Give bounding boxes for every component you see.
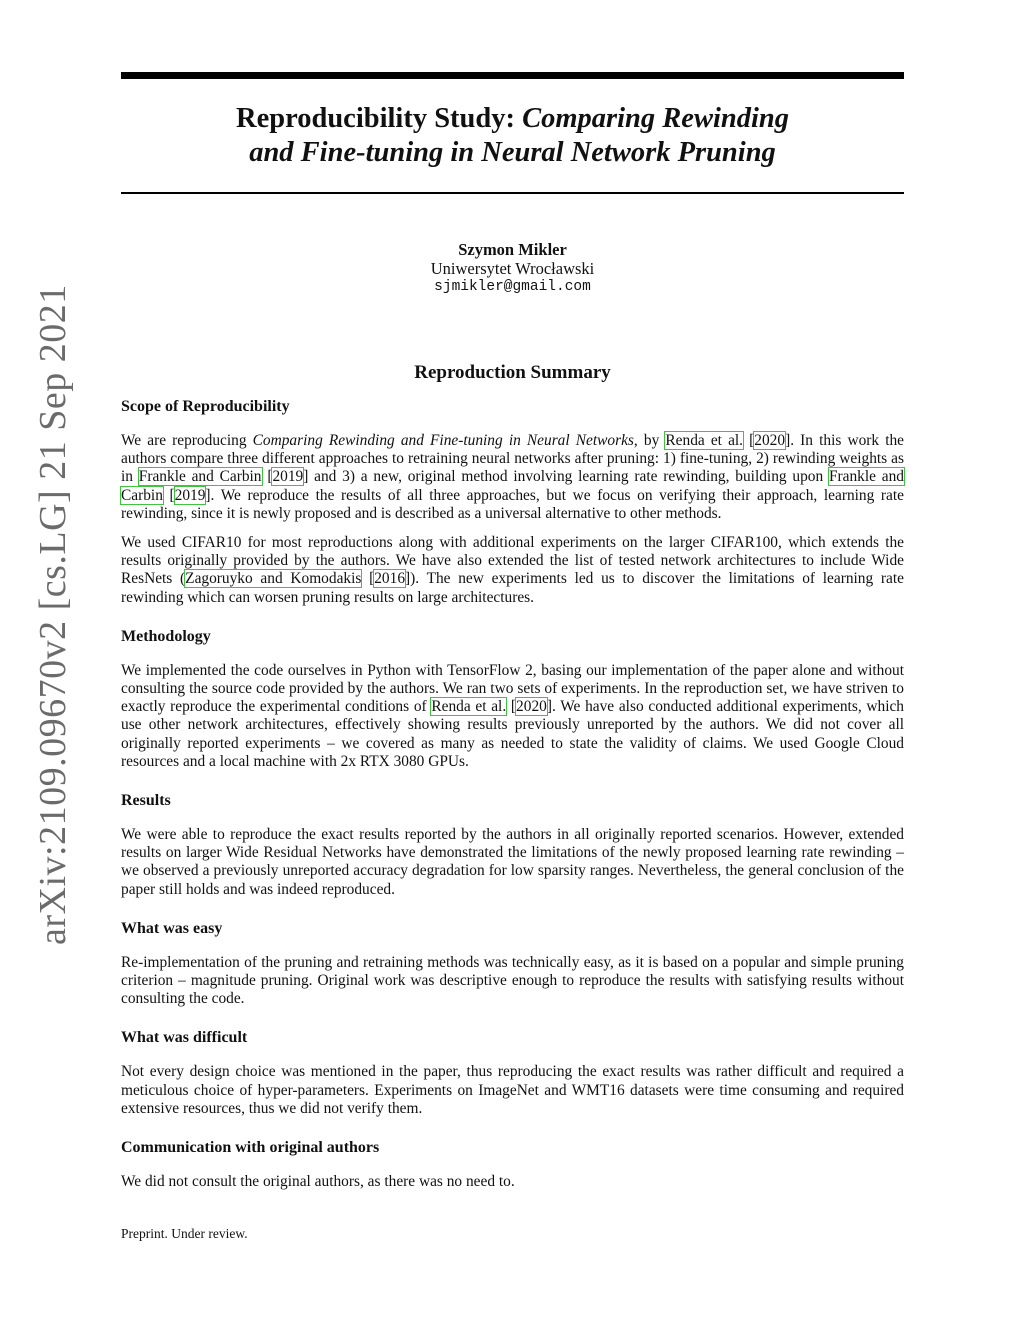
- text-run: [: [361, 570, 375, 588]
- citation-year-link[interactable]: 2016: [374, 570, 406, 588]
- footer-note: Preprint. Under review.: [121, 1226, 248, 1241]
- section-heading: What was difficult: [121, 1029, 248, 1047]
- title-rule: [121, 192, 904, 194]
- section-results: [121, 792, 904, 899]
- section-heading: Scope of Reproducibility: [121, 398, 290, 415]
- author-block: [121, 240, 904, 297]
- section-heading: What was easy: [121, 919, 223, 937]
- title-italic-line2: and Fine-tuning in Neural Network Pruning: [249, 137, 776, 168]
- author-name: Szymon Mikler: [458, 240, 567, 259]
- paragraph: We did not consult the original authors, as there was no need to.: [121, 1173, 515, 1191]
- paragraph: Not every design choice was mentioned in the paper, thus reproducing the exact results was rather difficult and required a meticulous choice of hyper-parameters. Experiments on ImageNet and WMT16 datasets were time consuming and required extensive resources, thus we did not verify them.: [121, 1063, 904, 1117]
- citation-year-link[interactable]: 2019: [272, 468, 304, 486]
- title-prefix: Reproducibility Study:: [236, 103, 523, 134]
- text-run: [: [162, 486, 175, 504]
- text-run: ]. We reproduce the results of all three approaches, but we focus on verifying their approach, learning rate rewinding, since it is newly proposed and is described as a universal alternative to other methods.: [121, 486, 904, 522]
- citation-year-link[interactable]: 2019: [174, 486, 206, 504]
- arxiv-stamp: arXiv:2109.09670v2 [cs.LG] 21 Sep 2021: [32, 284, 74, 945]
- section-methodology: [121, 628, 904, 771]
- text-run: ] and 3) a new, original method involving learning rate rewinding, building upon: [303, 468, 829, 486]
- paragraph: [121, 534, 904, 607]
- text-run: ]. We have also conducted additional experiments, which use other network architectures, effectively showing results previously unreported by the authors. We did not cover all originally reported experiments – we covered as many as needed to state the validity of claims. We used Google Cloud resources and a local machine with 2x RTX 3080 GPUs.: [121, 698, 904, 770]
- paper-title: [121, 102, 904, 170]
- text-run: , by: [633, 432, 666, 449]
- section-what-was-difficult: [121, 1029, 904, 1118]
- author-email[interactable]: sjmikler@gmail.com: [434, 279, 591, 295]
- citation-link[interactable]: Renda et al.: [431, 698, 507, 716]
- summary-title: Reproduction Summary: [414, 362, 611, 383]
- text-run: ]. In this work the authors compare three different approaches to retraining neural networks after pruning: 1) fine-tuning, 2) rewinding weights as in: [121, 432, 904, 486]
- paragraph: [121, 432, 904, 523]
- section-what-was-easy: [121, 920, 904, 1009]
- text-run: We are reproducing: [121, 432, 253, 449]
- text-run: [: [506, 698, 517, 716]
- text-run: [: [743, 432, 755, 449]
- main-content: [121, 362, 904, 1212]
- section-heading: Results: [121, 792, 171, 810]
- text-run: We used CIFAR10 for most reproductions along with additional experiments on the larger CIFAR100, which extends the results originally provided by the authors. We have also extended the list of tested network architectures to include Wide ResNets (: [121, 534, 904, 588]
- citation-year-link[interactable]: 2020: [516, 698, 547, 716]
- citation-year-link[interactable]: 2020: [754, 432, 786, 449]
- section-heading: Methodology: [121, 627, 211, 645]
- title-italic-line1: Comparing Rewinding: [522, 103, 789, 134]
- text-run: We implemented the code ourselves in Python with TensorFlow 2, basing our implementation of the paper alone and without consulting the source code provided by the authors. We ran two sets of experiments. In the reproduction set, we have striven to exactly reproduce the experimental conditions of: [121, 661, 904, 716]
- text-run: [: [261, 468, 273, 486]
- citation-link[interactable]: Zagoruyko and Komodakis: [185, 570, 362, 588]
- top-rule: [121, 72, 904, 79]
- paragraph: Re-implementation of the pruning and retraining methods was technically easy, as it is based on a popular and simple pruning criterion – magnitude pruning. Original work was descriptive enough to reproduce the results with satisfying results without consulting the code.: [121, 953, 904, 1008]
- citation-link[interactable]: Frankle and Carbin: [121, 468, 905, 504]
- author-affiliation: Uniwersytet Wrocławski: [430, 259, 595, 278]
- paragraph: [121, 662, 904, 771]
- text-run: ]). The new experiments led us to discover the limitations of learning rate rewinding which can worsen pruning results on large architectures.: [121, 570, 904, 606]
- cited-work-title: Comparing Rewinding and Fine-tuning in Neural Networks: [252, 432, 634, 449]
- section-scope: [121, 398, 904, 607]
- paragraph: We were able to reproduce the exact results reported by the authors in all originally reported scenarios. However, extended results on larger Wide Residual Networks have demonstrated the limitations of the newly proposed learning rate rewinding – we observed a previously unreported accuracy degradation for low sparsity ranges. Nevertheless, the general conclusion of the paper still holds and was indeed reproduced.: [121, 826, 904, 898]
- citation-link[interactable]: Renda et al.: [665, 432, 744, 449]
- section-heading: Communication with original authors: [121, 1139, 380, 1157]
- citation-link[interactable]: Frankle and Carbin: [138, 468, 262, 486]
- section-communication: [121, 1139, 904, 1191]
